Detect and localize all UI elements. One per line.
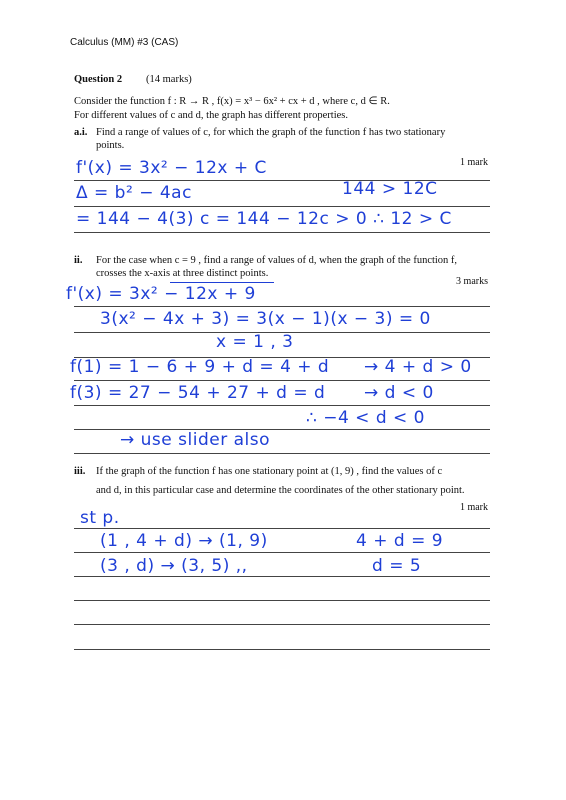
answer-rule	[74, 306, 490, 307]
part-ii-answer-line1: f'(x) = 3x² − 12x + 9	[66, 284, 256, 304]
part-ai-text-line1: Find a range of values of c, for which the graph of the function f has two stationary	[96, 127, 446, 138]
part-ai-answer-line1: f'(x) = 3x² − 12x + C	[76, 158, 267, 178]
part-iii-answer-line5: d = 5	[372, 556, 422, 576]
answer-rule	[74, 232, 490, 233]
document-header: Calculus (MM) #3 (CAS)	[70, 37, 179, 48]
answer-rule	[74, 600, 490, 601]
part-ii-answer-line3: x = 1 , 3	[216, 332, 294, 352]
part-ai-answer-line4: = 144 − 4(3) c = 144 − 12c > 0 ∴ 12 > C	[76, 209, 452, 229]
question-heading: Question 2	[74, 74, 123, 85]
part-ii-marks: 3 marks	[456, 276, 488, 287]
answer-rule	[74, 405, 490, 406]
part-ii-label: ii.	[74, 255, 83, 266]
answer-rule	[74, 649, 490, 650]
part-ii-answer-line4: f(1) = 1 − 6 + 9 + d = 4 + d	[70, 357, 330, 377]
part-iii-marks: 1 mark	[459, 502, 488, 513]
part-ii-answer-line2: 3(x² − 4x + 3) = 3(x − 1)(x − 3) = 0	[100, 309, 431, 329]
answer-rule	[74, 624, 490, 625]
part-ii-answer-line7: → d < 0	[364, 383, 434, 403]
part-ii-answer-line5: → 4 + d > 0	[364, 357, 472, 377]
part-ai-marks: 1 mark	[459, 157, 488, 168]
part-ai-text-line2: points.	[96, 140, 125, 151]
part-ai-answer-line3: 144 > 12C	[342, 179, 438, 199]
answer-rule	[74, 528, 490, 529]
part-iii-answer-line3: 4 + d = 9	[356, 531, 444, 551]
answer-rule	[74, 380, 490, 381]
question-intro-line1: Consider the function f : R → R , f(x) = x³ − 6x² + cx + d , where c, d ∈ R.	[74, 96, 390, 107]
part-ii-text-line1: For the case when c = 9 , find a range of values of d, when the graph of the function f,	[96, 255, 458, 266]
part-ai-answer-line2: Δ = b² − 4ac	[76, 183, 192, 203]
question-intro-line2: For different values of c and d, the graph has different properties.	[74, 110, 348, 121]
answer-rule	[74, 552, 490, 553]
answer-rule	[74, 453, 490, 454]
part-ai-label: a.i.	[74, 127, 88, 138]
part-ii-text-line2: crosses the x-axis at three distinct points.	[96, 268, 269, 279]
handwritten-underline	[170, 282, 274, 283]
answer-rule	[74, 576, 490, 577]
part-iii-label: iii.	[74, 466, 86, 477]
part-iii-text-line1: If the graph of the function f has one stationary point at (1, 9) , find the values of c	[96, 466, 443, 477]
part-ii-answer-line8: ∴ −4 < d < 0	[306, 408, 425, 428]
part-iii-answer-line1: st p.	[80, 508, 120, 528]
question-marks-total: (14 marks)	[146, 74, 192, 85]
part-ii-answer-line9: → use slider also	[120, 430, 270, 450]
part-ii-answer-line6: f(3) = 27 − 54 + 27 + d = d	[70, 383, 326, 403]
part-iii-answer-line4: (3 , d) → (3, 5) ,,	[100, 556, 248, 576]
part-iii-answer-line2: (1 , 4 + d) → (1, 9)	[100, 531, 268, 551]
answer-rule	[74, 206, 490, 207]
part-iii-text-line2: and d, in this particular case and determine the coordinates of the other stationary point.	[96, 485, 465, 496]
